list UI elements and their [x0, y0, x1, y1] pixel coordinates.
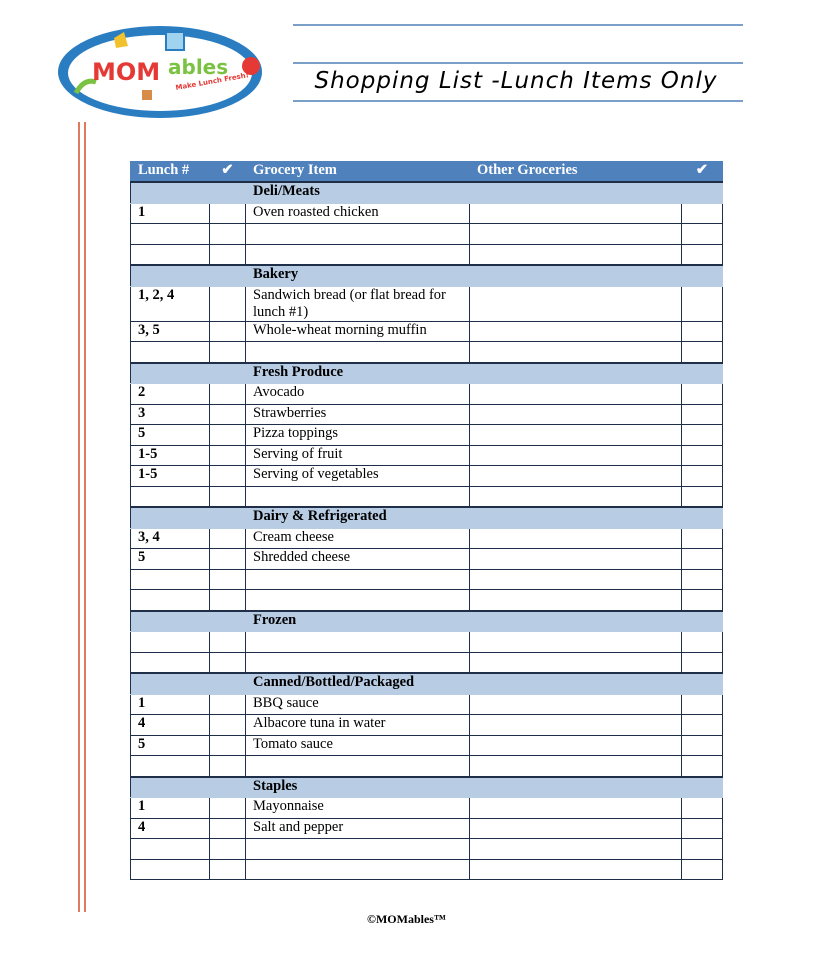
category-row: [131, 777, 723, 798]
checkbox-cell[interactable]: [210, 549, 246, 570]
grocery-item-cell: Cream cheese: [246, 528, 470, 549]
table-row: [131, 798, 723, 819]
other-groceries-cell[interactable]: [470, 673, 682, 694]
checkbox-cell[interactable]: [210, 486, 246, 507]
category-row: [131, 265, 723, 286]
checkbox-cell-2[interactable]: [682, 715, 723, 736]
other-groceries-cell[interactable]: [470, 569, 682, 590]
other-groceries-cell[interactable]: [470, 528, 682, 549]
checkbox-cell[interactable]: [210, 632, 246, 653]
grocery-item-cell: [246, 486, 470, 507]
grocery-item-cell: Sandwich bread (or flat bread for lunch #1): [246, 286, 470, 321]
checkbox-cell[interactable]: [210, 425, 246, 446]
table-row: [131, 286, 723, 321]
grocery-item-cell: Strawberries: [246, 404, 470, 425]
checkbox-cell-2[interactable]: [682, 466, 723, 487]
checkbox-cell-2[interactable]: [682, 756, 723, 777]
checkbox-cell[interactable]: [210, 244, 246, 265]
checkbox-cell[interactable]: [210, 182, 246, 203]
table-row: [131, 859, 723, 880]
checkbox-cell-2[interactable]: [682, 507, 723, 528]
checkbox-cell[interactable]: [210, 569, 246, 590]
checkbox-cell-2[interactable]: [682, 363, 723, 384]
checkbox-cell-2[interactable]: [682, 342, 723, 363]
rule-2: [293, 62, 743, 64]
checkbox-cell-2[interactable]: [682, 798, 723, 819]
lunch-number-cell: [131, 859, 210, 880]
checkbox-cell[interactable]: [210, 342, 246, 363]
table-row: [131, 715, 723, 736]
table-row: [131, 590, 723, 611]
checkbox-cell[interactable]: [210, 265, 246, 286]
checkbox-cell[interactable]: [210, 286, 246, 321]
other-groceries-cell[interactable]: [470, 404, 682, 425]
checkbox-cell[interactable]: [210, 590, 246, 611]
checkbox-cell[interactable]: [210, 756, 246, 777]
lunch-number-cell: [131, 244, 210, 265]
checkbox-cell-2[interactable]: [682, 445, 723, 466]
checkbox-cell-2[interactable]: [682, 818, 723, 839]
category-row: [131, 182, 723, 203]
copyright: ©MOMables™: [367, 912, 446, 926]
grocery-item-cell: [246, 342, 470, 363]
svg-text:Make Lunch Fresh!: Make Lunch Fresh!: [174, 71, 250, 92]
checkbox-cell[interactable]: [210, 203, 246, 224]
checkbox-cell[interactable]: [210, 224, 246, 245]
checkbox-cell-2[interactable]: [682, 839, 723, 860]
lunch-number-cell: 1-5: [131, 466, 210, 487]
category-label: Staples: [246, 777, 470, 798]
category-row: [131, 363, 723, 384]
checkbox-cell-2[interactable]: [682, 590, 723, 611]
grocery-item-cell: Albacore tuna in water: [246, 715, 470, 736]
grocery-item-cell: Tomato sauce: [246, 735, 470, 756]
checkbox-cell-2[interactable]: [682, 652, 723, 673]
lunch-number-cell: [131, 652, 210, 673]
lunch-number-cell: 3, 4: [131, 528, 210, 549]
category-label: Canned/Bottled/Packaged: [246, 673, 470, 694]
table-row: [131, 224, 723, 245]
other-groceries-cell[interactable]: [470, 425, 682, 446]
lunch-number-cell: [131, 265, 210, 286]
grocery-item-cell: [246, 652, 470, 673]
checkbox-cell[interactable]: [210, 798, 246, 819]
svg-text:ables: ables: [168, 55, 229, 79]
checkbox-cell-2[interactable]: [682, 859, 723, 880]
lunch-number-cell: 2: [131, 384, 210, 405]
category-row: [131, 673, 723, 694]
lunch-number-cell: [131, 342, 210, 363]
checkbox-cell-2[interactable]: [682, 286, 723, 321]
col-grocery-item: Grocery Item: [246, 162, 470, 183]
category-label: Frozen: [246, 611, 470, 632]
other-groceries-cell[interactable]: [470, 445, 682, 466]
other-groceries-cell[interactable]: [470, 203, 682, 224]
table-row: [131, 818, 723, 839]
other-groceries-cell[interactable]: [470, 735, 682, 756]
grocery-item-cell: [246, 756, 470, 777]
checkbox-cell-2[interactable]: [682, 384, 723, 405]
other-groceries-cell[interactable]: [470, 611, 682, 632]
checkbox-cell-2[interactable]: [682, 735, 723, 756]
checkbox-cell-2[interactable]: [682, 777, 723, 798]
table-row: [131, 694, 723, 715]
lunch-number-cell: [131, 611, 210, 632]
lunch-number-cell: [131, 224, 210, 245]
table-row: [131, 632, 723, 653]
col-lunch-number: Lunch #: [131, 162, 210, 183]
table-row: [131, 839, 723, 860]
grocery-item-cell: Serving of fruit: [246, 445, 470, 466]
page-title: Shopping List -Lunch Items Only: [314, 68, 718, 94]
other-groceries-cell[interactable]: [470, 798, 682, 819]
grocery-item-cell: [246, 839, 470, 860]
category-label: Deli/Meats: [246, 182, 470, 203]
svg-text:MOM: MOM: [92, 58, 161, 86]
table-row: [131, 528, 723, 549]
other-groceries-cell[interactable]: [470, 466, 682, 487]
other-groceries-cell[interactable]: [470, 265, 682, 286]
checkbox-cell[interactable]: [210, 321, 246, 342]
checkbox-cell[interactable]: [210, 859, 246, 880]
other-groceries-cell[interactable]: [470, 486, 682, 507]
table-row: [131, 203, 723, 224]
category-label: Bakery: [246, 265, 470, 286]
other-groceries-cell[interactable]: [470, 756, 682, 777]
table-row: [131, 735, 723, 756]
table-row: [131, 404, 723, 425]
other-groceries-cell[interactable]: [470, 321, 682, 342]
checkbox-cell-2[interactable]: [682, 486, 723, 507]
other-groceries-cell[interactable]: [470, 859, 682, 880]
category-label: Dairy & Refrigerated: [246, 507, 470, 528]
checkbox-cell-2[interactable]: [682, 265, 723, 286]
lunch-number-cell: 3, 5: [131, 321, 210, 342]
lunch-number-cell: 5: [131, 735, 210, 756]
checkbox-cell[interactable]: [210, 673, 246, 694]
other-groceries-cell[interactable]: [470, 777, 682, 798]
grocery-item-cell: [246, 244, 470, 265]
col-check-icon: ✔: [210, 162, 246, 183]
lunch-number-cell: 4: [131, 715, 210, 736]
grocery-item-cell: Whole-wheat morning muffin: [246, 321, 470, 342]
grocery-item-cell: Avocado: [246, 384, 470, 405]
checkbox-cell[interactable]: [210, 404, 246, 425]
lunch-number-cell: [131, 569, 210, 590]
grocery-item-cell: [246, 632, 470, 653]
checkbox-cell-2[interactable]: [682, 549, 723, 570]
table-row: [131, 569, 723, 590]
checkbox-cell[interactable]: [210, 466, 246, 487]
grocery-item-cell: [246, 569, 470, 590]
rule-3: [293, 100, 743, 102]
grocery-item-cell: Shredded cheese: [246, 549, 470, 570]
lunch-number-cell: 1: [131, 798, 210, 819]
lunch-number-cell: 4: [131, 818, 210, 839]
checkbox-cell-2[interactable]: [682, 182, 723, 203]
lunch-number-cell: [131, 673, 210, 694]
checkbox-cell-2[interactable]: [682, 425, 723, 446]
other-groceries-cell[interactable]: [470, 286, 682, 321]
checkbox-cell-2[interactable]: [682, 244, 723, 265]
checkbox-cell[interactable]: [210, 777, 246, 798]
table-row: [131, 486, 723, 507]
lunch-number-cell: 5: [131, 549, 210, 570]
table-row: [131, 244, 723, 265]
category-label: Fresh Produce: [246, 363, 470, 384]
lunch-number-cell: 1: [131, 203, 210, 224]
header-row: [131, 162, 723, 183]
lunch-number-cell: [131, 486, 210, 507]
grocery-item-cell: Oven roasted chicken: [246, 203, 470, 224]
lunch-number-cell: 1-5: [131, 445, 210, 466]
col-check-icon-2: ✔: [682, 162, 723, 183]
checkbox-cell-2[interactable]: [682, 528, 723, 549]
col-other-groceries: Other Groceries: [470, 162, 682, 183]
checkbox-cell[interactable]: [210, 611, 246, 632]
other-groceries-cell[interactable]: [470, 342, 682, 363]
checkbox-cell[interactable]: [210, 384, 246, 405]
checkbox-cell-2[interactable]: [682, 694, 723, 715]
checkbox-cell[interactable]: [210, 715, 246, 736]
table-row: [131, 466, 723, 487]
checkbox-cell[interactable]: [210, 694, 246, 715]
other-groceries-cell[interactable]: [470, 652, 682, 673]
other-groceries-cell[interactable]: [470, 224, 682, 245]
grocery-item-cell: Mayonnaise: [246, 798, 470, 819]
lunch-number-cell: [131, 363, 210, 384]
other-groceries-cell[interactable]: [470, 549, 682, 570]
table-row: [131, 549, 723, 570]
lunch-number-cell: 3: [131, 404, 210, 425]
category-row: [131, 507, 723, 528]
checkbox-cell-2[interactable]: [682, 611, 723, 632]
grocery-item-cell: [246, 224, 470, 245]
lunch-number-cell: 1: [131, 694, 210, 715]
momables-logo: [56, 18, 266, 122]
other-groceries-cell[interactable]: [470, 182, 682, 203]
checkbox-cell-2[interactable]: [682, 569, 723, 590]
table-row: [131, 425, 723, 446]
lunch-number-cell: [131, 182, 210, 203]
grocery-item-cell: BBQ sauce: [246, 694, 470, 715]
table-row: [131, 342, 723, 363]
other-groceries-cell[interactable]: [470, 715, 682, 736]
table-row: [131, 652, 723, 673]
grocery-item-cell: Pizza toppings: [246, 425, 470, 446]
grocery-item-cell: [246, 590, 470, 611]
grocery-item-cell: Salt and pepper: [246, 818, 470, 839]
checkbox-cell[interactable]: [210, 445, 246, 466]
category-row: [131, 611, 723, 632]
checkbox-cell[interactable]: [210, 507, 246, 528]
margin-line-left: [78, 122, 80, 912]
checkbox-cell[interactable]: [210, 363, 246, 384]
checkbox-cell-2[interactable]: [682, 673, 723, 694]
lunch-number-cell: [131, 590, 210, 611]
checkbox-cell-2[interactable]: [682, 203, 723, 224]
checkbox-cell-2[interactable]: [682, 224, 723, 245]
table-row: [131, 321, 723, 342]
other-groceries-cell[interactable]: [470, 839, 682, 860]
margin-line-right: [84, 122, 86, 912]
rule-1: [293, 24, 743, 26]
checkbox-cell[interactable]: [210, 528, 246, 549]
checkbox-cell-2[interactable]: [682, 632, 723, 653]
checkbox-cell[interactable]: [210, 818, 246, 839]
other-groceries-cell[interactable]: [470, 818, 682, 839]
grocery-item-cell: Serving of vegetables: [246, 466, 470, 487]
checkbox-cell[interactable]: [210, 652, 246, 673]
other-groceries-cell[interactable]: [470, 507, 682, 528]
checkbox-cell[interactable]: [210, 839, 246, 860]
other-groceries-cell[interactable]: [470, 590, 682, 611]
lunch-number-cell: [131, 839, 210, 860]
other-groceries-cell[interactable]: [470, 244, 682, 265]
checkbox-cell[interactable]: [210, 735, 246, 756]
grocery-item-cell: [246, 859, 470, 880]
lunch-number-cell: [131, 777, 210, 798]
lunch-number-cell: [131, 756, 210, 777]
other-groceries-cell[interactable]: [470, 632, 682, 653]
lunch-number-cell: 1, 2, 4: [131, 286, 210, 321]
table-row: [131, 384, 723, 405]
lunch-number-cell: 5: [131, 425, 210, 446]
table-row: [131, 445, 723, 466]
table-row: [131, 756, 723, 777]
lunch-number-cell: [131, 507, 210, 528]
checkbox-cell-2[interactable]: [682, 404, 723, 425]
checkbox-cell-2[interactable]: [682, 321, 723, 342]
shopping-table: [130, 161, 723, 880]
other-groceries-cell[interactable]: [470, 384, 682, 405]
other-groceries-cell[interactable]: [470, 363, 682, 384]
lunch-number-cell: [131, 632, 210, 653]
other-groceries-cell[interactable]: [470, 694, 682, 715]
